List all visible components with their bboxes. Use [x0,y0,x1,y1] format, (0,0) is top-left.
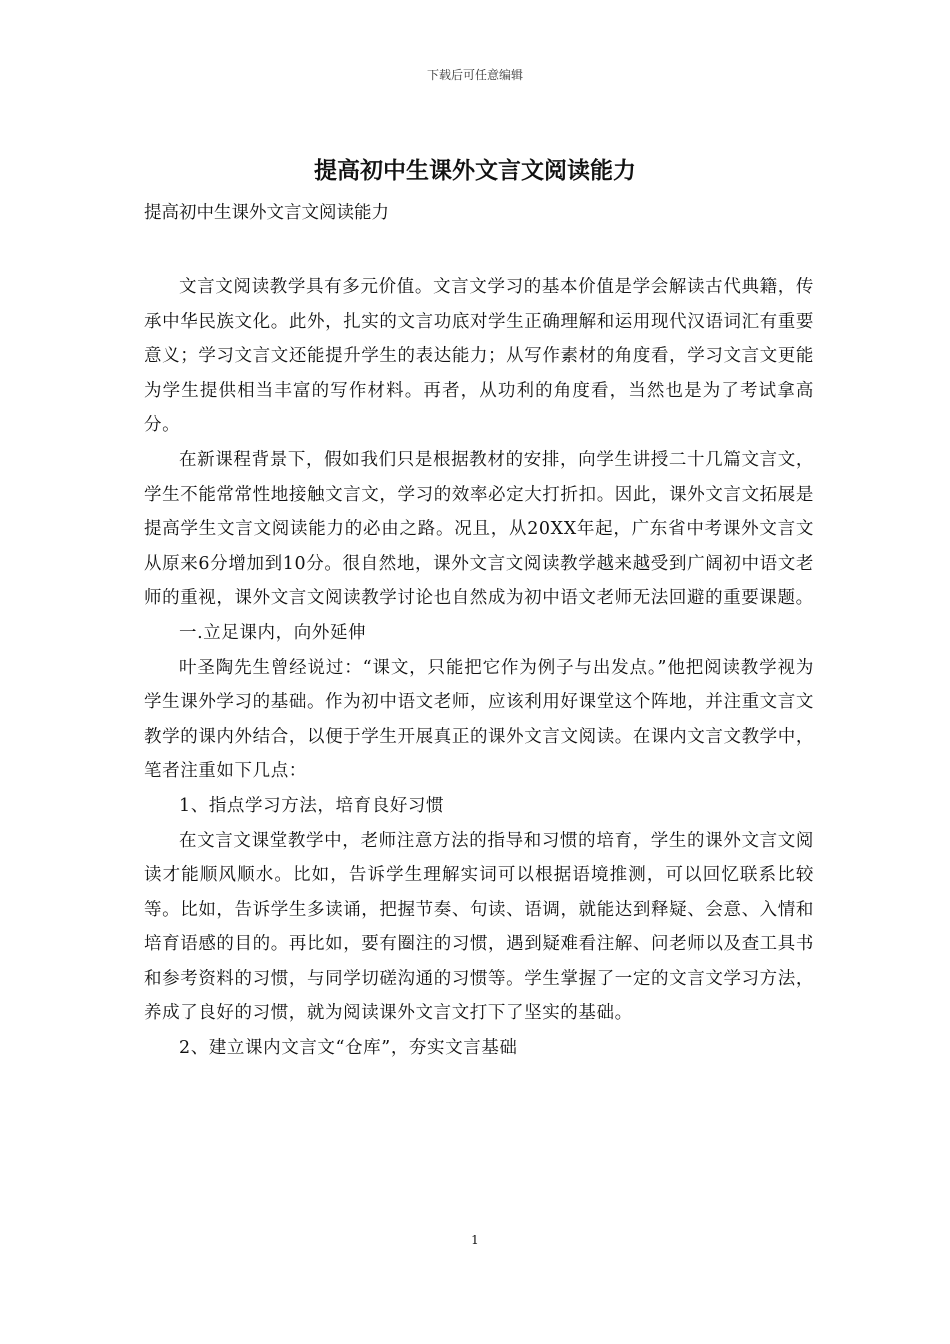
subsection-heading-1: 1、指点学习方法，培育良好习惯 [179,795,445,816]
document-body [144,270,814,1066]
subsection-heading-2: 2、建立课内文言文“仓库”，夯实文言基础 [179,1038,518,1059]
paragraph-ye-shengtao: 叶圣陶先生曾经说过：“课文，只能把它作为例子与出发点。”他把阅读教学视为学生课外学习的基础。作为初中语文老师，应该利用好课堂这个阵地，并注重文言文教学的课内外结合，以便于学生开展真正的课外文言文阅读。在课内文言文教学中，笔者注重如下几点： [144,657,814,782]
section-heading-1: 一.立足课内，向外延伸 [179,622,367,643]
page-header: 下载后可任意编辑 [426,68,523,82]
paragraph-methods: 在文言文课堂教学中，老师注意方法的指导和习惯的培育，学生的课外文言文阅读才能顺风顺水。比如，告诉学生理解实词可以根据语境推测，可以回忆联系比较等。比如，告诉学生多读诵，把握节奏、句读、语调，就能达到释疑、会意、入情和培育语感的目的。再比如，要有圈注的习惯，遇到疑难看注解、问老师以及查工具书和参考资料的习惯，与同学切磋沟通的习惯等。学生掌握了一定的文言文学习方法，养成了良好的习惯，就为阅读课外文言文打下了坚实的基础。 [144,830,814,1024]
page-number: 1 [471,1233,479,1247]
document-subtitle: 提高初中生课外文言文阅读能力 [144,203,389,223]
document-title: 提高初中生课外文言文阅读能力 [314,157,636,184]
paragraph-background: 在新课程背景下，假如我们只是根据教材的安排，向学生讲授二十几篇文言文，学生不能常常性地接触文言文，学习的效率必定大打折扣。因此，课外文言文拓展是提高学生文言文阅读能力的必由之路。况且，从20XX年起，广东省中考课外文言文从原来6分增加到10分。很自然地，课外文言文阅读教学越来越受到广阔初中语文老师的重视，课外文言文阅读教学讨论也自然成为初中语文老师无法回避的重要课题。 [144,449,814,609]
paragraph-intro: 文言文阅读教学具有多元价值。文言文学习的基本价值是学会解读古代典籍，传承中华民族文化。此外，扎实的文言功底对学生正确理解和运用现代汉语词汇有重要意义；学习文言文还能提升学生的表达能力；从写作素材的角度看，学习文言文更能为学生提供相当丰富的写作材料。再者，从功利的角度看，当然也是为了考试拿高分。 [144,277,814,436]
